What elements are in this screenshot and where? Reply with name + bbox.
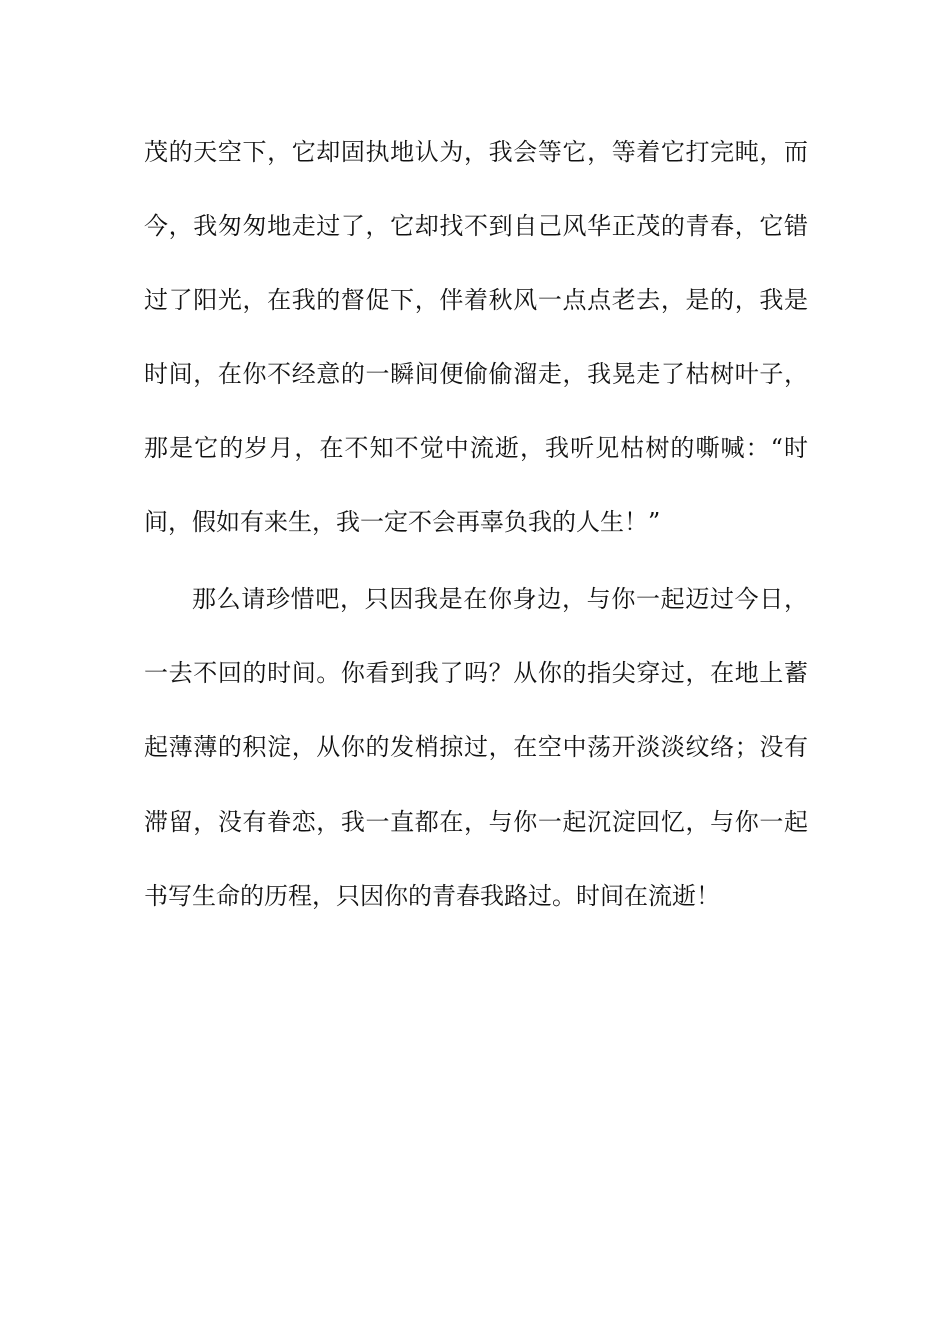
paragraph-1-line-3: 过了阳光，在我的督促下，伴着秋风一点点老去，是的，我是 xyxy=(144,286,808,314)
paragraph-2-line-2: 一去不回的时间。你看到我了吗？从你的指尖穿过，在地上蓄 xyxy=(144,659,808,687)
paragraph-1-line-6: 间，假如有来生，我一定不会再辜负我的人生！” xyxy=(144,508,661,536)
paragraph-1-line-2: 今，我匆匆地走过了，它却找不到自己风华正茂的青春，它错 xyxy=(144,212,808,240)
paragraph-1-line-4: 时间，在你不经意的一瞬间便偷偷溜走，我晃走了枯树叶子， xyxy=(144,360,808,388)
paragraph-1-line-5: 那是它的岁月，在不知不觉中流逝，我听见枯树的嘶喊：“时 xyxy=(144,434,808,462)
paragraph-1-line-1: 茂的天空下，它却固执地认为，我会等它，等着它打完盹，而 xyxy=(144,138,808,166)
paragraph-2-line-5: 书写生命的历程，只因你的青春我路过。时间在流逝！ xyxy=(144,882,720,910)
paragraph-2-line-3: 起薄薄的积淀，从你的发梢掠过，在空中荡开淡淡纹络；没有 xyxy=(144,733,808,761)
paragraph-2-line-4: 滞留，没有眷恋，我一直都在，与你一起沉淀回忆，与你一起 xyxy=(144,808,808,836)
paragraph-2-line-1: 那么请珍惜吧，只因我是在你身边，与你一起迈过今日， xyxy=(192,585,808,613)
